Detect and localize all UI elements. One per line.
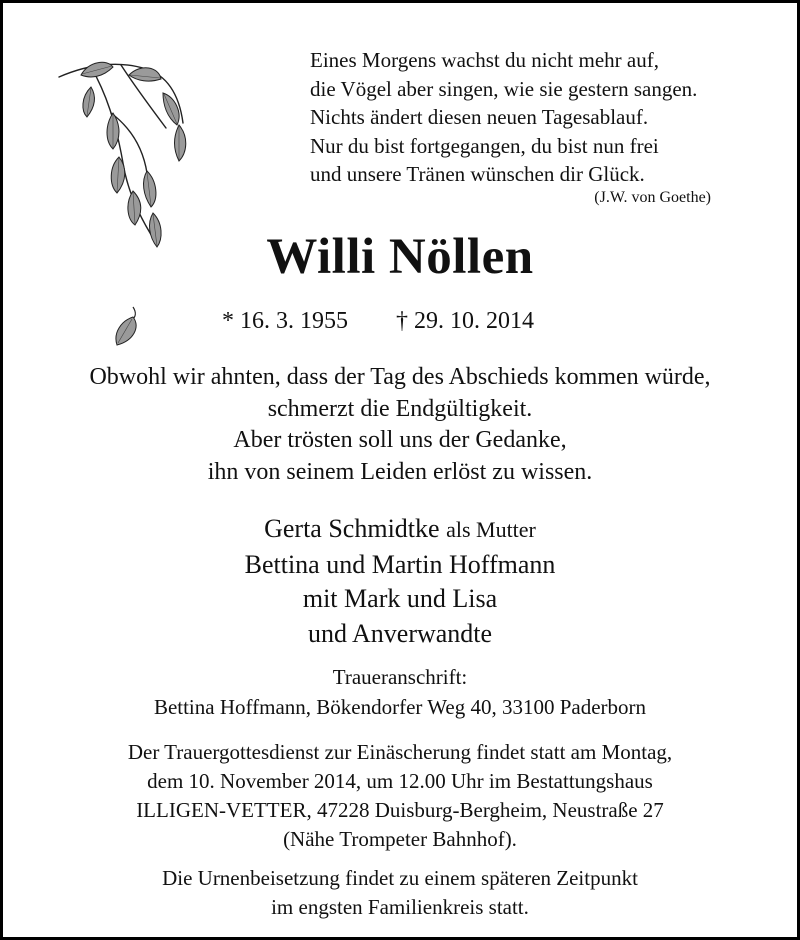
poem [310, 46, 780, 189]
mourning-address [3, 662, 797, 722]
intro-line: schmerzt die Endgültigkeit. [267, 395, 533, 422]
mourner-mother [3, 512, 797, 548]
service-line: ILLIGEN-VETTER, 47228 Duisburg-Bergheim, Neustraße 27 [136, 798, 664, 822]
poem-line: Eines Morgens wachst du nicht mehr auf, [310, 48, 659, 72]
mother-name: Gerta Schmidtke [264, 514, 440, 543]
leaf-branch-icon [51, 53, 201, 253]
mourner-line: Bettina und Martin Hoffmann [244, 549, 556, 579]
leaf-icon [111, 305, 141, 347]
death-date: † 29. 10. 2014 [396, 308, 534, 334]
urn-burial-info [3, 864, 797, 922]
address-value: Bettina Hoffmann, Bökendorfer Weg 40, 33100 Paderborn [153, 695, 647, 719]
service-line: (Nähe Trompeter Bahnhof). [283, 827, 517, 851]
life-dates [222, 308, 534, 335]
deceased-name: Willi Nöllen [266, 229, 534, 285]
mother-role: als Mutter [446, 517, 536, 542]
poem-line: die Vögel aber singen, wie sie gestern sangen. [310, 76, 698, 101]
service-line: dem 10. November 2014, um 12.00 Uhr im Bestattungshaus [147, 769, 653, 793]
intro-line: Aber trösten soll uns der Gedanke, [233, 427, 567, 453]
service-line: Der Trauergottesdienst zur Einäscherung findet statt am Montag, [127, 740, 673, 764]
mourner-line: und Anverwandte [307, 618, 493, 648]
birth-date: * 16. 3. 1955 [222, 308, 348, 334]
poem-line: Nichts ändert diesen neuen Tagesablauf. [310, 105, 649, 129]
mourner-line: mit Mark und Lisa [302, 584, 498, 613]
intro-text [3, 362, 797, 488]
intro-line: Obwohl wir ahnten, dass der Tag des Abschieds kommen würde, [89, 364, 711, 390]
urn-line: im engsten Familienkreis statt. [271, 895, 529, 919]
mourners [3, 512, 797, 651]
poem-line: und unsere Tränen wünschen dir Glück. [310, 162, 645, 186]
poem-line: Nur du bist fortgegangen, du bist nun frei [310, 133, 659, 158]
funeral-service-info [3, 738, 797, 854]
intro-line: ihn von seinem Leiden erlöst zu wissen. [207, 458, 593, 485]
poem-attribution: (J.W. von Goethe) [594, 189, 711, 206]
urn-line: Die Urnenbeisetzung findet zu einem späteren Zeitpunkt [162, 866, 638, 890]
address-label: Traueranschrift: [332, 665, 468, 689]
